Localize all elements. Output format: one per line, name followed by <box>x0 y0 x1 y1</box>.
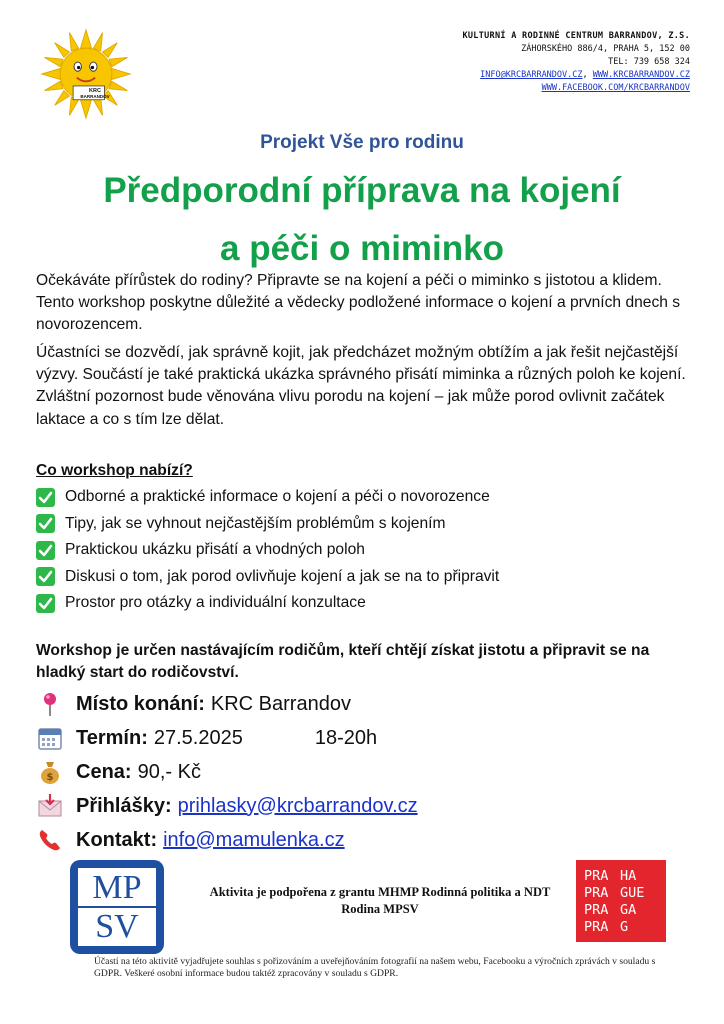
sun-logo-icon <box>40 28 132 120</box>
praha-row <box>584 885 666 902</box>
praha-right: HA <box>620 868 637 884</box>
web-link[interactable]: WWW.KRCBARRANDOV.CZ <box>592 70 690 80</box>
praha-left: PRA <box>584 868 609 884</box>
audience-text: Workshop je určen nastávajícím rodičům, kteří chtějí získat jistotu a připravit se na hladký start do rodičovství. <box>36 642 650 681</box>
praha-logo <box>576 860 666 942</box>
place-label: Místo konání: <box>76 692 205 715</box>
org-name: KULTURNÍ A RODINNÉ CENTRUM BARRANDOV, Z.S. <box>462 31 690 41</box>
calendar-icon <box>36 724 64 752</box>
project-name: Projekt Vše pro rodinu <box>260 132 464 153</box>
contact-label: Kontakt: <box>76 828 158 851</box>
facebook-link[interactable]: WWW.FACEBOOK.COM/KRCBARRANDOV <box>541 83 690 93</box>
title-line2: a péči o miminko <box>220 229 504 268</box>
list-item <box>36 564 499 591</box>
link-separator: , <box>582 70 593 80</box>
map-pin-icon <box>36 690 64 718</box>
list-item-text: Diskusi o tom, jak porod ovlivňuje kojení a jak se na to připravit <box>65 567 500 585</box>
price-row <box>36 757 201 787</box>
check-icon <box>36 594 55 613</box>
money-bag-icon <box>36 758 64 786</box>
check-icon <box>36 488 55 507</box>
org-phone: TEL: 739 658 324 <box>608 57 690 67</box>
date-row <box>36 723 377 753</box>
logo-text <box>77 88 113 100</box>
offer-list <box>36 484 499 617</box>
gdpr-note: Účastí na této aktivitě vyjadřujete souhlas s pořizováním a uveřejňováním fotografií na našem webu, Facebooku a výročních zprávách v souladu s GDPR. Veškeré osobní informace budou taktéž zpracovány v souladu s GDPR. <box>94 956 656 979</box>
svg-text:$: $ <box>46 772 54 783</box>
title-line1: Předporodní příprava na kojení <box>103 171 621 210</box>
mpsv-logo-text <box>70 868 164 946</box>
list-item <box>36 484 499 511</box>
intro-paragraph-1: Očekáváte přírůstek do rodiny? Připravte se na kojení a péči o miminko s jistotou a klidem. Tento workshop poskytne důležité a vědecky podložené informace o kojení a prvních dnech s novorozencem. <box>36 272 681 334</box>
facebook-row <box>542 82 690 94</box>
intro-paragraph-2: Účastníci se dozvědí, jak správně kojit, jak předcházet možným obtížím a jak řešit nejčastější výzvy. Součástí je také praktická ukázka správného přisátí miminka a různých poloh ke kojení. Zvláštní pozornost bude věnována vlivu porodu na kojení – jak může porod ovlivnit začátek laktace a co s tím lze dělat. <box>36 344 686 428</box>
praha-right: GA <box>620 902 637 918</box>
org-links <box>480 69 690 81</box>
place-value: KRC Barrandov <box>210 692 351 715</box>
time-value: 18-20h <box>314 726 378 749</box>
email-link[interactable]: INFO@KRCBARRANDOV.CZ <box>480 70 583 80</box>
list-item-text: Odborné a praktické informace o kojení a péči o novorozence <box>65 488 490 506</box>
signup-email-link[interactable]: prihlasky@krcbarrandov.cz <box>177 794 418 817</box>
check-icon <box>36 567 55 586</box>
praha-row <box>584 868 666 885</box>
list-item-text: Praktickou ukázku přisátí a vhodných poloh <box>65 541 365 559</box>
check-icon <box>36 541 55 560</box>
price-value: 90,- Kč <box>137 760 201 783</box>
check-icon <box>36 514 55 533</box>
mpsv-top: MP <box>92 869 142 906</box>
logo-text-line1: KRC <box>89 88 101 94</box>
list-item-text: Tipy, jak se vyhnout nejčastějším problémům s kojením <box>65 514 446 532</box>
date-label: Termín: <box>76 726 148 749</box>
signup-label: Přihlášky: <box>76 794 172 817</box>
logo-text-line2: BARRANDOV <box>80 94 110 99</box>
grant-text: Aktivita je podpořena z grantu MHMP Rodinná politika a NDT Rodina MPSV <box>209 885 551 916</box>
phone-icon <box>36 826 64 854</box>
envelope-icon <box>36 792 64 820</box>
offer-heading: Co workshop nabízí? <box>36 462 193 479</box>
praha-right: GUE <box>620 885 645 901</box>
org-address: ZÁHORSKÉHO 886/4, PRAHA 5, 152 00 <box>521 44 690 54</box>
praha-left: PRA <box>584 885 609 901</box>
praha-row <box>584 902 666 919</box>
list-item <box>36 511 499 538</box>
place-row <box>36 689 351 719</box>
list-item <box>36 590 499 617</box>
list-item-text: Prostor pro otázky a individuální konzultace <box>65 594 366 612</box>
date-value: 27.5.2025 <box>153 726 243 749</box>
list-item <box>36 537 499 564</box>
contact-row <box>36 825 345 855</box>
praha-left: PRA <box>584 919 609 935</box>
mpsv-bottom: SV <box>95 908 139 945</box>
praha-left: PRA <box>584 902 609 918</box>
signup-row <box>36 791 418 821</box>
praha-row <box>584 919 666 936</box>
praha-right: G <box>620 919 629 935</box>
contact-email-link[interactable]: info@mamulenka.cz <box>163 828 345 851</box>
price-label: Cena: <box>76 760 132 783</box>
